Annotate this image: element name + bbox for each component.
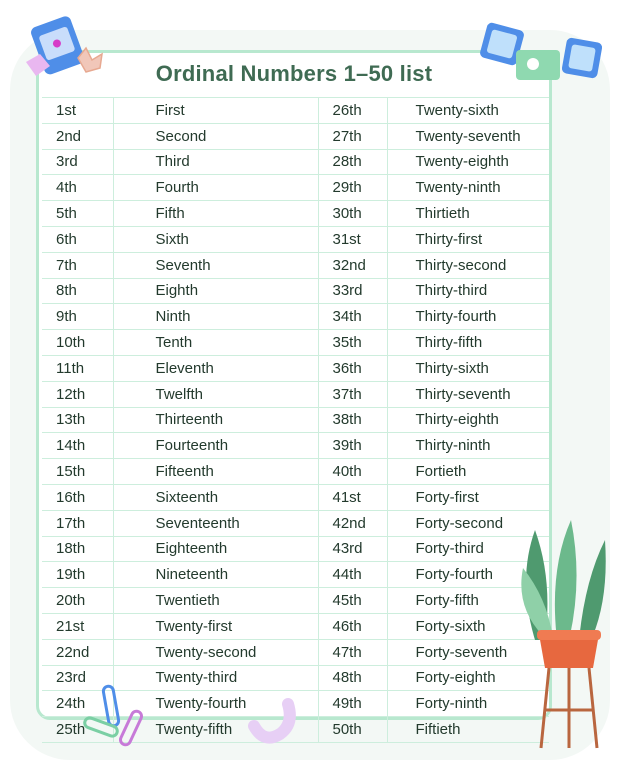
ordinal-number-cell: 25th (42, 717, 113, 743)
ordinal-number-cell: 14th (42, 433, 113, 459)
ordinal-word-cell: Twenty-seventh (387, 123, 549, 149)
ordinal-number-cell: 44th (318, 562, 387, 588)
ordinal-number-cell: 41st (318, 484, 387, 510)
ordinal-word-cell: Third (113, 149, 318, 175)
ordinal-number-cell: 37th (318, 381, 387, 407)
table-row (42, 252, 549, 278)
ordinal-number-cell: 18th (42, 536, 113, 562)
ordinal-number-cell: 34th (318, 304, 387, 330)
ordinal-number-cell: 21st (42, 613, 113, 639)
ordinal-number-cell: 23rd (42, 665, 113, 691)
ordinal-word-cell: Twenty-eighth (387, 149, 549, 175)
ordinal-number-cell: 32nd (318, 252, 387, 278)
ordinal-number-cell: 36th (318, 355, 387, 381)
ordinal-number-cell: 43rd (318, 536, 387, 562)
ordinal-number-cell: 20th (42, 588, 113, 614)
ordinal-number-cell: 8th (42, 278, 113, 304)
ordinal-number-cell: 29th (318, 175, 387, 201)
paperclips-icon (80, 682, 150, 752)
table-row (42, 355, 549, 381)
ordinal-number-cell: 26th (318, 98, 387, 124)
ordinal-number-cell: 3rd (42, 149, 113, 175)
ordinal-word-cell: Forty-third (387, 536, 549, 562)
table-row (42, 536, 549, 562)
ordinal-word-cell: Eleventh (113, 355, 318, 381)
page-title: Ordinal Numbers 1–50 list (155, 61, 433, 86)
table-row (42, 381, 549, 407)
ordinal-number-cell: 28th (318, 149, 387, 175)
ordinal-number-cell: 15th (42, 459, 113, 485)
ordinal-word-cell: Thirteenth (113, 407, 318, 433)
ordinal-number-cell: 48th (318, 665, 387, 691)
ordinal-number-cell: 5th (42, 201, 113, 227)
ordinal-numbers-card (36, 50, 552, 739)
table-row (42, 123, 549, 149)
ordinal-word-cell: First (113, 98, 318, 124)
ordinal-word-cell: Twenty-fourth (113, 691, 318, 717)
ordinal-word-cell: Fourteenth (113, 433, 318, 459)
ordinal-word-cell: Fourth (113, 175, 318, 201)
ordinal-number-cell: 33rd (318, 278, 387, 304)
ordinal-word-cell: Forty-sixth (387, 613, 549, 639)
ordinal-number-cell: 49th (318, 691, 387, 717)
ordinal-word-cell: Thirty-fourth (387, 304, 549, 330)
ordinal-word-cell: Thirtieth (387, 201, 549, 227)
table-row (42, 639, 549, 665)
table-row (42, 330, 549, 356)
ordinal-word-cell: Tenth (113, 330, 318, 356)
ordinal-word-cell: Forty-seventh (387, 639, 549, 665)
table-row (42, 226, 549, 252)
ordinal-word-cell: Twenty-first (113, 613, 318, 639)
potted-plant-icon (515, 520, 615, 760)
ordinal-word-cell: Forty-first (387, 484, 549, 510)
ordinal-number-cell: 7th (42, 252, 113, 278)
ordinal-word-cell: Twenty-second (113, 639, 318, 665)
ordinal-word-cell: Twenty-ninth (387, 175, 549, 201)
table-row (42, 459, 549, 485)
ordinal-number-cell: 27th (318, 123, 387, 149)
ordinal-word-cell: Twentieth (113, 588, 318, 614)
ordinal-word-cell: Forty-eighth (387, 665, 549, 691)
table-row (42, 175, 549, 201)
ordinal-word-cell: Twenty-fifth (113, 717, 318, 743)
table-row (42, 98, 549, 124)
ordinal-word-cell: Second (113, 123, 318, 149)
ordinal-number-cell: 24th (42, 691, 113, 717)
ordinal-word-cell: Forty-fifth (387, 588, 549, 614)
ordinal-number-cell: 2nd (42, 123, 113, 149)
ordinal-number-cell: 17th (42, 510, 113, 536)
ordinal-word-cell: Seventh (113, 252, 318, 278)
ordinal-number-cell: 35th (318, 330, 387, 356)
squiggle-shape (246, 696, 306, 748)
table-row (42, 588, 549, 614)
ordinal-word-cell: Thirty-ninth (387, 433, 549, 459)
photo-cards-icon (478, 18, 608, 93)
ordinal-word-cell: Twenty-third (113, 665, 318, 691)
ordinal-word-cell: Forty-ninth (387, 691, 549, 717)
ordinal-word-cell: Fortieth (387, 459, 549, 485)
table-row (42, 484, 549, 510)
ordinal-word-cell: Eighteenth (113, 536, 318, 562)
ordinal-number-cell: 11th (42, 355, 113, 381)
ordinal-number-cell: 1st (42, 98, 113, 124)
ordinal-word-cell: Eighth (113, 278, 318, 304)
table-row (42, 201, 549, 227)
table-row (42, 562, 549, 588)
table-row (42, 149, 549, 175)
ordinal-word-cell: Twelfth (113, 381, 318, 407)
ordinal-number-cell: 4th (42, 175, 113, 201)
ordinal-number-cell: 10th (42, 330, 113, 356)
ordinal-word-cell: Sixth (113, 226, 318, 252)
ordinal-word-cell: Nineteenth (113, 562, 318, 588)
ordinal-number-cell: 31st (318, 226, 387, 252)
ordinal-word-cell: Thirty-eighth (387, 407, 549, 433)
ordinal-word-cell: Thirty-third (387, 278, 549, 304)
ordinal-word-cell: Fifteenth (113, 459, 318, 485)
ordinal-number-cell: 16th (42, 484, 113, 510)
ordinal-word-cell: Twenty-sixth (387, 98, 549, 124)
table-row (42, 304, 549, 330)
ordinal-word-cell: Thirty-seventh (387, 381, 549, 407)
table-row (42, 613, 549, 639)
pencil-sharpener-icon (20, 8, 110, 88)
ordinal-number-cell: 45th (318, 588, 387, 614)
ordinal-number-cell: 19th (42, 562, 113, 588)
ordinal-number-cell: 9th (42, 304, 113, 330)
ordinal-number-cell: 30th (318, 201, 387, 227)
table-row (42, 433, 549, 459)
ordinal-number-cell: 6th (42, 226, 113, 252)
ordinal-numbers-table (42, 97, 549, 743)
table-row (42, 510, 549, 536)
ordinal-number-cell: 50th (318, 717, 387, 743)
table-row (42, 407, 549, 433)
ordinal-number-cell: 47th (318, 639, 387, 665)
ordinal-word-cell: Fifth (113, 201, 318, 227)
ordinal-number-cell: 39th (318, 433, 387, 459)
ordinal-word-cell: Forty-second (387, 510, 549, 536)
ordinal-number-cell: 46th (318, 613, 387, 639)
ordinal-number-cell: 40th (318, 459, 387, 485)
ordinal-word-cell: Thirty-sixth (387, 355, 549, 381)
ordinal-number-cell: 38th (318, 407, 387, 433)
ordinal-word-cell: Thirty-second (387, 252, 549, 278)
ordinal-word-cell: Ninth (113, 304, 318, 330)
ordinal-word-cell: Fiftieth (387, 717, 549, 743)
ordinal-word-cell: Thirty-first (387, 226, 549, 252)
ordinal-word-cell: Thirty-fifth (387, 330, 549, 356)
ordinal-number-cell: 12th (42, 381, 113, 407)
ordinal-word-cell: Sixteenth (113, 484, 318, 510)
ordinal-word-cell: Seventeenth (113, 510, 318, 536)
ordinal-number-cell: 13th (42, 407, 113, 433)
table-row (42, 278, 549, 304)
ordinal-word-cell: Forty-fourth (387, 562, 549, 588)
ordinal-number-cell: 22nd (42, 639, 113, 665)
ordinal-number-cell: 42nd (318, 510, 387, 536)
